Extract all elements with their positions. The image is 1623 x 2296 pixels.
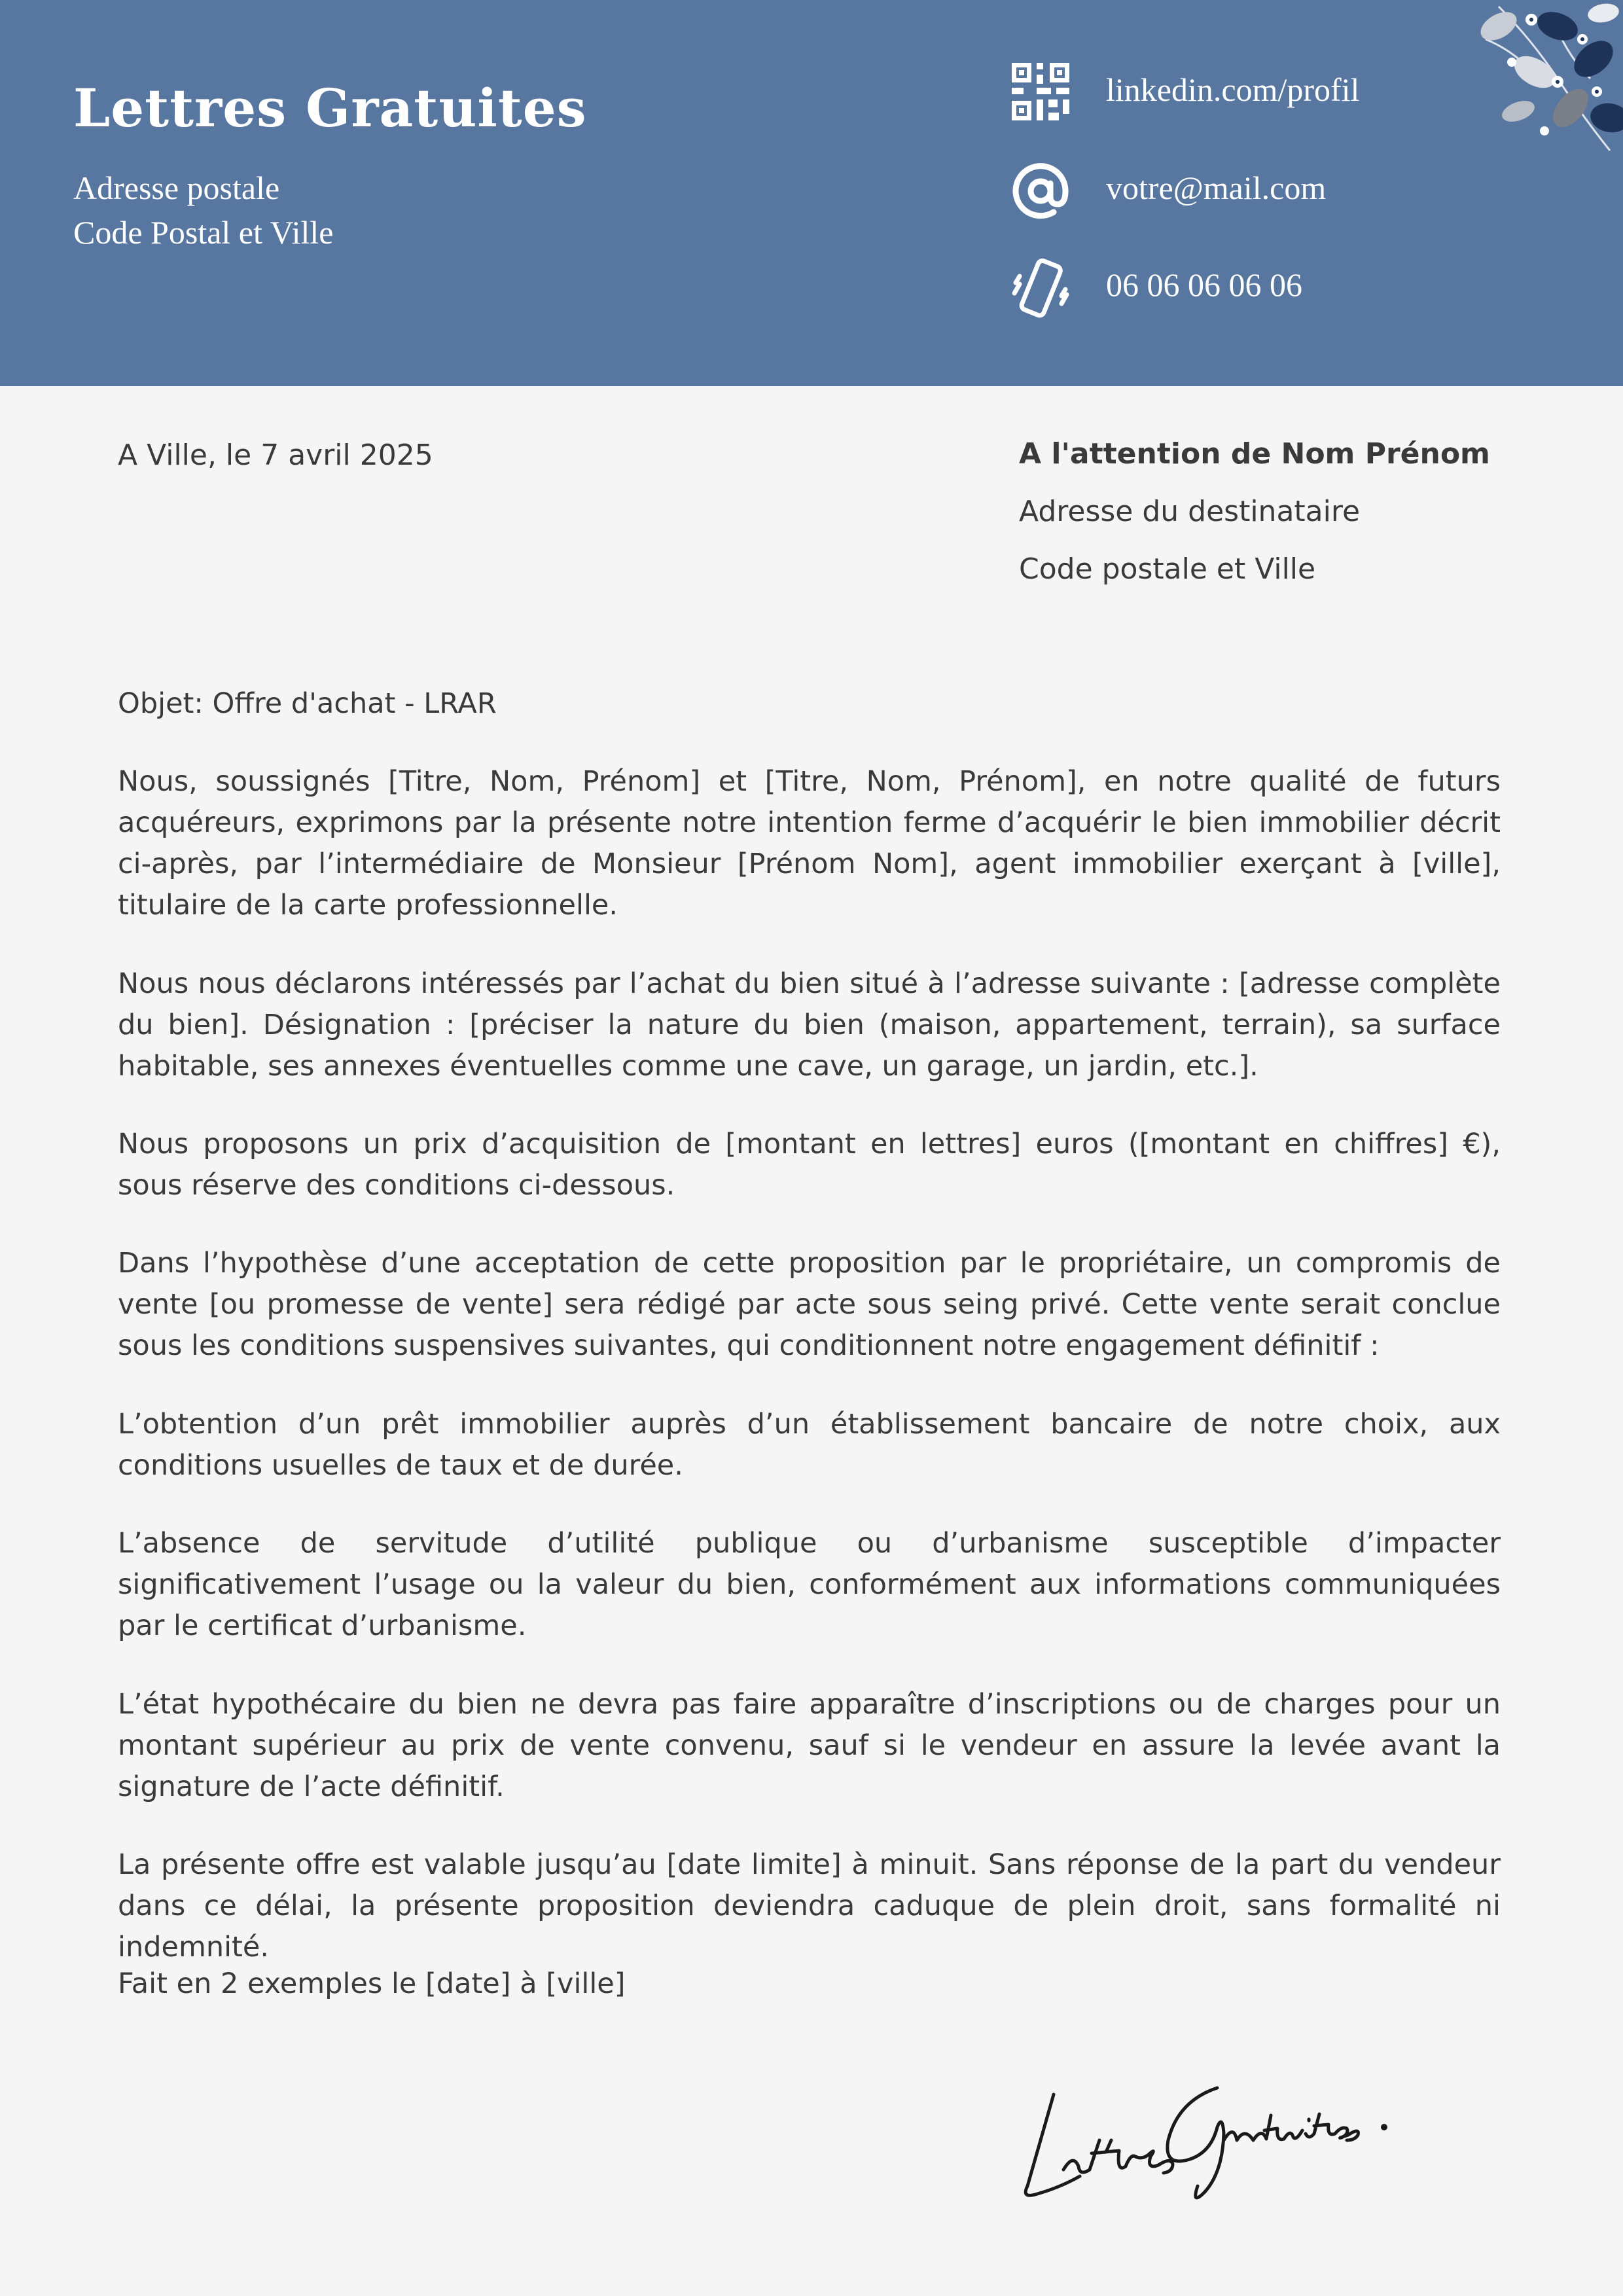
floral-decoration [1472,0,1623,157]
recipient-address: Adresse du destinataire [1019,495,1361,528]
recipient-name: A l'attention de Nom Prénom [1019,437,1490,471]
paragraph-loan: L’obtention d’un prêt immobilier auprès d’un établissement bancaire de notre choix, aux conditions usuelles de taux et de durée. [118,1408,1501,1482]
phone-number: 06 06 06 06 06 [1106,266,1302,303]
at-sign-icon [1008,158,1073,224]
linkedin-link[interactable]: linkedin.com/profil [1106,71,1360,108]
letter-header [0,0,1623,386]
paragraph-easement: L’absence de servitude d’utilité publique ou d’urbanisme susceptible d’impacter significativement l’usage ou la valeur du bien, conformément aux informations communiquées par le certificat d’urbanisme. [118,1527,1501,1642]
letter-date: A Ville, le 7 avril 2025 [118,439,433,472]
paragraph-closing: Fait en 2 exemples le [date] à [ville] [118,1967,626,2000]
sender-city: Code Postal et Ville [73,214,334,251]
qr-code-icon [1008,59,1073,124]
phone-icon [1008,257,1073,322]
sender-address: Adresse postale [73,170,280,206]
email-link[interactable]: votre@mail.com [1106,170,1327,206]
paragraph-property: Nous nous déclarons intéressés par l’achat du bien situé à l’adresse suivante : [adresse complète du bien]. Désignation : [préciser la nature du bien (maison, appartement, terrain), sa surface habitable, ses annexes éventuelles comme une cave, un garage, un jardin, etc.]. [118,967,1501,1083]
paragraph-validity: La présente offre est valable jusqu’au [date limite] à minuit. Sans réponse de la part du vendeur dans ce délai, la présente proposition deviendra caduque de plein droit, sans formalité ni indemnité. [118,1848,1501,1964]
brand-title: Lettres Gratuites [73,77,587,139]
letter-subject: Objet: Offre d'achat - LRAR [118,687,497,720]
recipient-city: Code postale et Ville [1019,552,1316,586]
paragraph-mortgage: L’état hypothécaire du bien ne devra pas faire apparaître d’inscriptions ou de charges pour un montant supérieur au prix de vente convenu, sauf si le vendeur en assure la levée avant la signature de l’acte définitif. [118,1688,1501,1803]
paragraph-conditions: Dans l’hypothèse d’une acceptation de cette proposition par le propriétaire, un compromis de vente [ou promesse de vente] sera rédigé par acte sous seing privé. Cette vente serait conclue sous les conditions suspensives suivantes, qui conditionnent notre engagement définitif : [118,1247,1501,1362]
paragraph-price: Nous proposons un prix d’acquisition de [montant en lettres] euros ([montant en chiffres] €), sous réserve des conditions ci-dessous. [118,1128,1501,1202]
handwritten-signature [1001,2042,1394,2212]
paragraph-intro: Nous, soussignés [Titre, Nom, Prénom] et [Titre, Nom, Prénom], en notre qualité de futurs acquéreurs, exprimons par la présente notre intention ferme d’acquérir le bien immobilier décrit ci-après, par l’intermédiaire de Monsieur [Prénom Nom], agent immobilier exerçant à [ville], titulaire de la carte professionnelle. [118,765,1501,922]
